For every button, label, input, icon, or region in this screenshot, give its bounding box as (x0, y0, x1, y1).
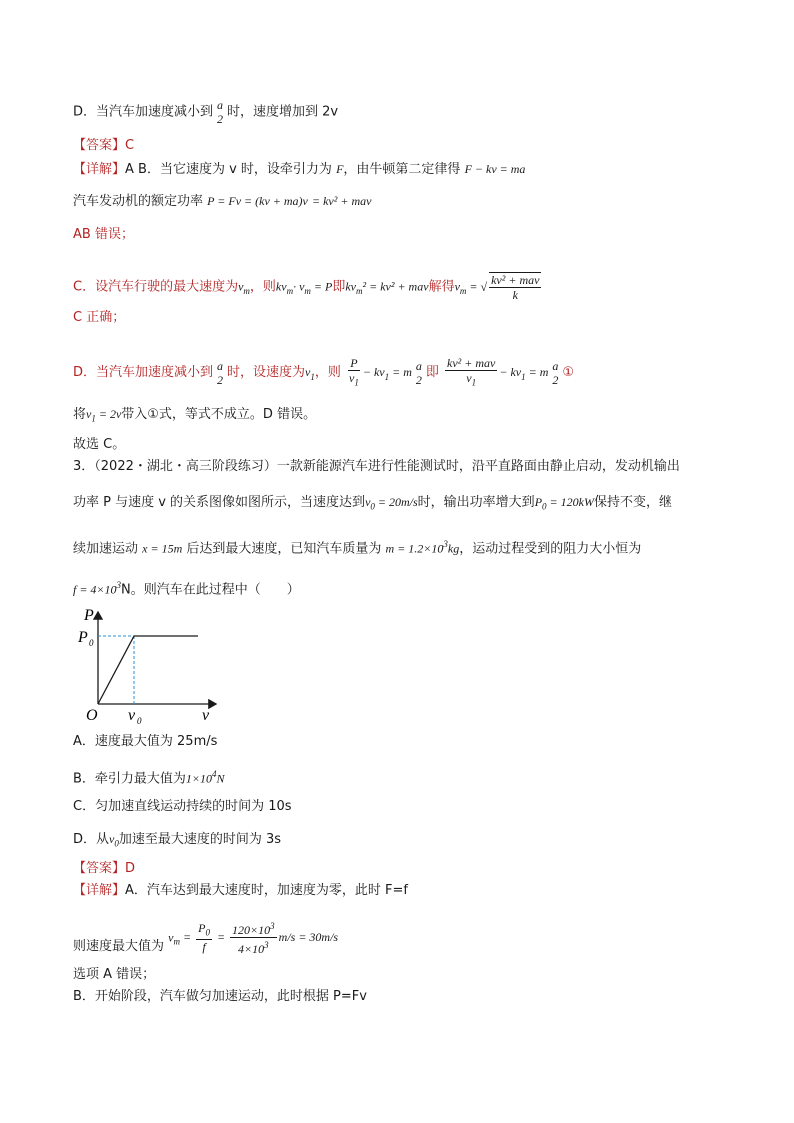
prev-substitution: 将$v_1 = 2v$带入①式，等式不成立。D 错误。 (73, 407, 317, 424)
prev-detail-c: C．设汽车行驶的最大速度为$v_m$，则$kv_m\cdot v_m = P$即$kv_m^2 = kv^2$ + mav解得$v_m$ = √ $\frac{\text{kv² + mav}}{k}$ (73, 273, 540, 302)
q3-detail-b: B．开始阶段，汽车做匀加速运动，此时根据 P=Fv (73, 989, 367, 1004)
p0-label: P (78, 629, 88, 646)
prev-choose: 故选 C。 (73, 437, 126, 452)
q3-detail-a: 【详解】A．汽车达到最大速度时，加速度为零，此时 F=f (73, 883, 408, 898)
rising-segment (98, 636, 134, 704)
fraction: a 2 (415, 358, 422, 387)
q3-option-b: B．牵引力最大值为$1\times 10^4N$ (73, 769, 225, 787)
prev-option-d: D．当汽车加速度减小到 a 2 时，速度增加到 2v (73, 98, 339, 126)
q3-line1: 3．（2022・湖北・高三阶段练习）一款新能源汽车进行性能测试时，沿平直路面由静止启动，发动机输出 (73, 459, 680, 474)
p-v-graph (74, 604, 224, 726)
axis-label-v: v (202, 707, 210, 724)
fraction: $\frac{P_0}{f}$ (198, 920, 210, 955)
prev-detail-d: D．当汽车加速度减小到 a 2 时，设速度为$v_1$，则 $\frac{P}{v_1}$ − $kv_1 = m$ a 2 即 $\frac{\text{kv² + mav}}{v_1}$ − $kv_1 = m$ a 2 ① (73, 356, 575, 388)
q3-option-c: C．匀加速直线运动持续的时间为 10s (73, 799, 292, 814)
v0-label: v (128, 707, 136, 724)
fraction: a 2 (217, 98, 224, 126)
fraction: $\frac{P}{v_1}$ (349, 356, 359, 388)
axis-label-p: P (84, 607, 94, 624)
fraction: a 2 (552, 358, 559, 387)
q3-answer: 【答案】D (73, 861, 136, 876)
p0-label-sub: 0 (89, 638, 94, 648)
sqrt-fraction: $\frac{\text{kv² + mav}}{k}$ (491, 273, 540, 302)
prev-power-line: 汽车发动机的额定功率 P = Fv = (kv + ma)v = kv² + mav (73, 194, 372, 209)
q3-a-wrong: 选项 A 错误； (73, 967, 156, 982)
q3-line4: $f = 4\times 10^3N$。则汽车在此过程中（ ） (73, 580, 300, 598)
fraction: $\frac{120\times 10^3}{4\times 10^3}$ (232, 921, 275, 956)
q3-option-d: D．从$v_0$加速至最大速度的时间为 3s (73, 832, 282, 849)
fraction: $\frac{\text{kv² + mav}}{v_1}$ (447, 356, 496, 388)
prev-detail-ab: 【详解】A B．当它速度为 v 时，设牵引力为 F，由牛顿第二定律得 F − kv = ma (73, 162, 526, 177)
v0-label-sub: 0 (137, 716, 142, 726)
q3-vmax-line: 则速度最大值为 $v_m$ = $\frac{P_0}{f}$ = $\frac{120\times 10^3}{4\times 10^3}$ m/s = 30m/s (73, 920, 339, 956)
q3-option-a: A．速度最大值为 25m/s (73, 734, 218, 749)
prev-c-correct: C 正确； (73, 310, 126, 325)
origin-label: O (86, 707, 98, 724)
prev-ab-wrong: AB 错误； (73, 227, 134, 242)
q3-line3: 续加速运动 x = 15m 后达到最大速度，已知汽车质量为 $m = 1.2\times 10^3kg$，运动过程受到的阻力大小恒为 (73, 539, 642, 557)
fraction: a 2 (217, 358, 224, 387)
q3-line2: 功率 P 与速度 v 的关系图像如图所示，当速度达到$v_0 = 20m/s$时，输出功率增大到$P_0 = 120kW$保持不变，继 (73, 495, 672, 512)
prev-answer: 【答案】C (73, 138, 135, 153)
